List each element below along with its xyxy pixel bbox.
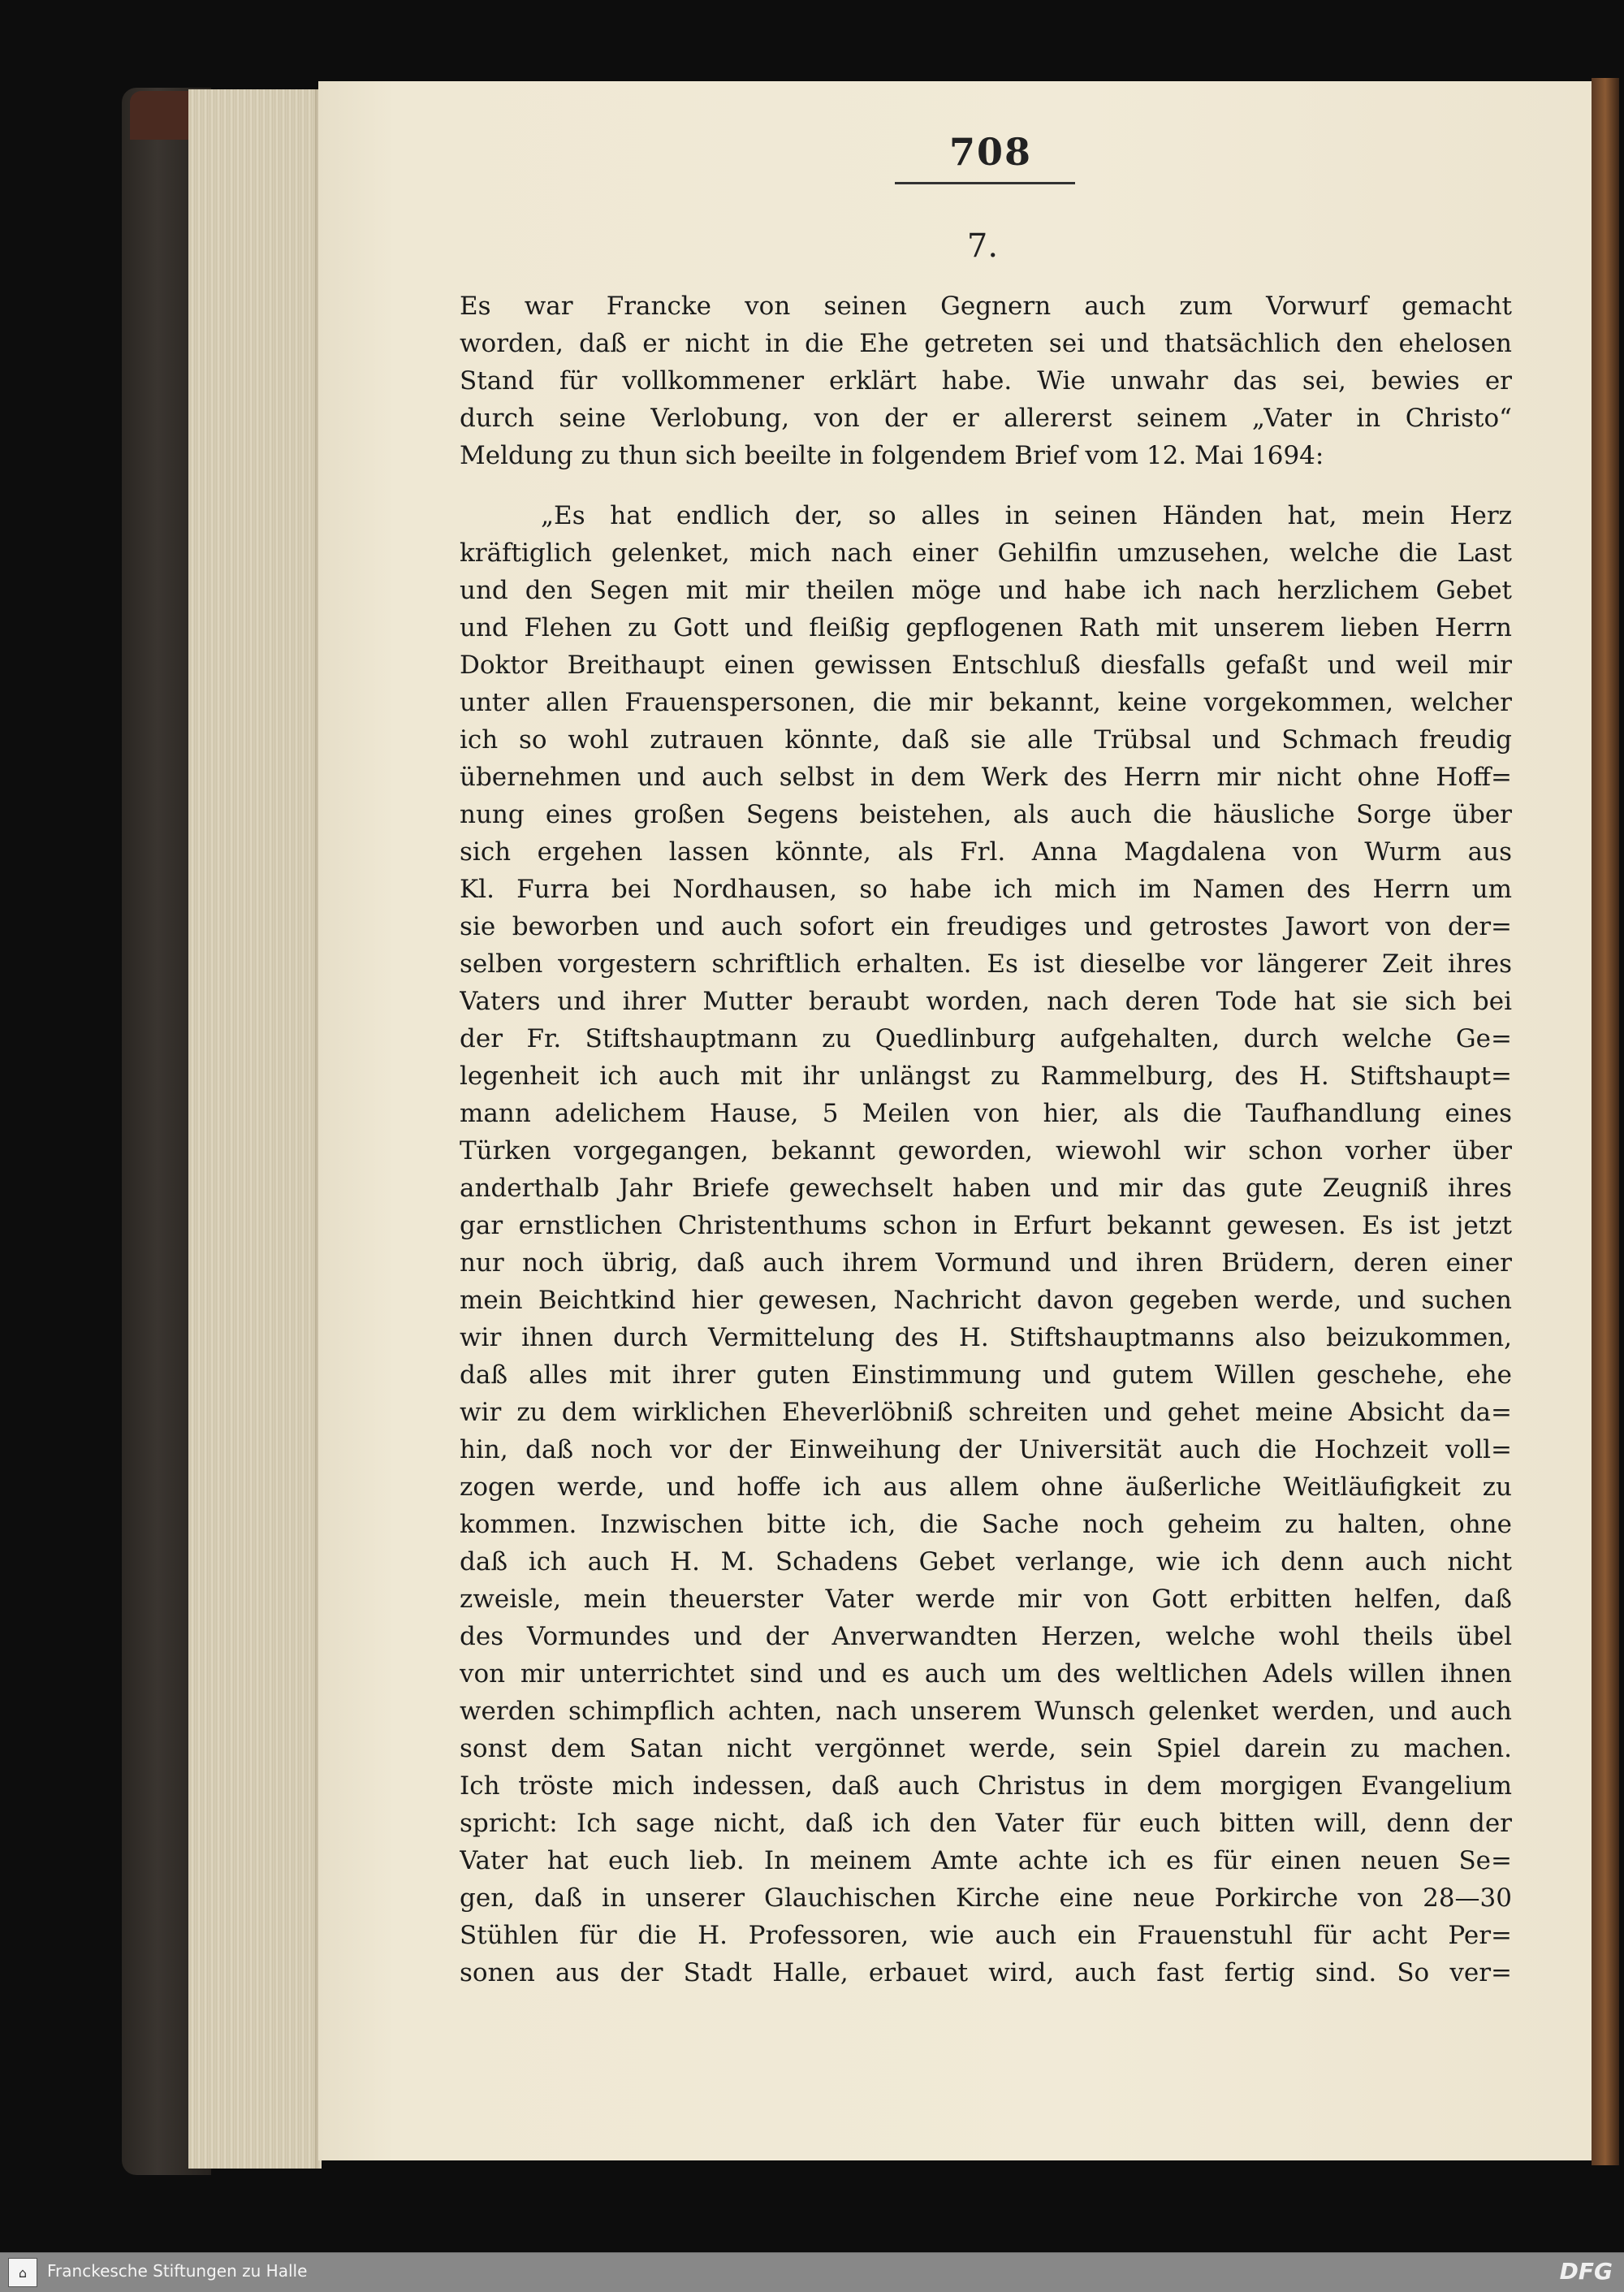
text-line: daß alles mit ihrer guten Einstimmung und gutem Willen geschehe, ehe: [460, 1360, 1512, 1390]
text-line: kommen. Inzwischen bitte ich, die Sache noch geheim zu halten, ohne: [460, 1510, 1512, 1539]
text-line: Stühlen für die H. Professoren, wie auch ein Frauenstuhl für acht Per=: [460, 1921, 1512, 1950]
text-line: nur noch übrig, daß auch ihrem Vormund und ihren Brüdern, deren einer: [460, 1248, 1512, 1278]
text-line: worden, daß er nicht in die Ehe getreten sei und thatsächlich den ehelosen: [460, 329, 1512, 358]
page-number: 708: [948, 130, 1033, 174]
text-line: gen, daß in unserer Glauchischen Kirche eine neue Porkirche von 28—30: [460, 1883, 1512, 1913]
text-line: sich ergehen lassen könnte, als Frl. Anna Magdalena von Wurm aus: [460, 837, 1512, 867]
viewer-footer: [0, 2252, 1624, 2292]
text-line: von mir unterrichtet sind und es auch um des weltlichen Adels willen ihnen: [460, 1659, 1512, 1689]
text-line: Kl. Furra bei Nordhausen, so habe ich mich im Namen des Herrn um: [460, 875, 1512, 904]
header-rule: [895, 182, 1075, 184]
text-line: unter allen Frauenspersonen, die mir bekannt, keine vorgekommen, welcher: [460, 688, 1512, 717]
paragraph-2-letter: [460, 497, 1512, 1991]
text-line: sonen aus der Stadt Halle, erbauet wird, auch fast fertig sind. So ver=: [460, 1958, 1512, 1987]
paragraph-1: [460, 288, 1512, 474]
text-line: zweisle, mein theuerster Vater werde mir von Gott erbitten helfen, daß: [460, 1585, 1512, 1614]
text-line: und den Segen mit mir theilen möge und habe ich nach herzlichem Gebet: [460, 576, 1512, 605]
text-line: anderthalb Jahr Briefe gewechselt haben und mir das gute Zeugniß ihres: [460, 1174, 1512, 1203]
book-cover-right: [1592, 78, 1619, 2165]
text-line: legenheit ich auch mit ihr unlängst zu Rammelburg, des H. Stiftshaupt=: [460, 1062, 1512, 1091]
institution-logo-icon: ⌂: [8, 2258, 37, 2287]
text-line: Türken vorgegangen, bekannt geworden, wiewohl wir schon vorher über: [460, 1136, 1512, 1165]
text-line: wir ihnen durch Vermittelung des H. Stiftshauptmanns also beizukommen,: [460, 1323, 1512, 1352]
text-line: spricht: Ich sage nicht, daß ich den Vater für euch bitten will, denn der: [460, 1809, 1512, 1838]
text-line: zogen werde, und hoffe ich aus allem ohne äußerliche Weitläufigkeit zu: [460, 1473, 1512, 1502]
text-line: „Es hat endlich der, so alles in seinen Händen hat, mein Herz: [541, 501, 1512, 530]
text-line: und Flehen zu Gott und fleißig gepflogenen Rath mit unserem lieben Herrn: [460, 613, 1512, 642]
text-line: Meldung zu thun sich beeilte in folgendem Brief vom 12. Mai 1694:: [460, 441, 1324, 470]
dfg-logo: DFG: [1559, 2258, 1613, 2285]
text-line: übernehmen und auch selbst in dem Werk des Herrn mir nicht ohne Hoff=: [460, 763, 1512, 792]
text-line: Vater hat euch lieb. In meinem Amte achte ich es für einen neuen Se=: [460, 1846, 1512, 1875]
text-line: gar ernstlichen Christenthums schon in Erfurt bekannt gewesen. Es ist jetzt: [460, 1211, 1512, 1240]
text-line: Doktor Breithaupt einen gewissen Entschluß diesfalls gefaßt und weil mir: [460, 651, 1512, 680]
text-line: mann adelichem Hause, 5 Meilen von hier, als die Taufhandlung eines: [460, 1099, 1512, 1128]
text-line: Ich tröste mich indessen, daß auch Christus in dem morgigen Evangelium: [460, 1771, 1512, 1801]
text-line: hin, daß noch vor der Einweihung der Universität auch die Hochzeit voll=: [460, 1435, 1512, 1464]
text-line: des Vormundes und der Anverwandten Herzen, welche wohl theils übel: [460, 1622, 1512, 1651]
text-line: werden schimpflich achten, nach unserem Wunsch gelenket werden, und auch: [460, 1697, 1512, 1726]
text-line: Stand für vollkommener erklärt habe. Wie unwahr das sei, bewies er: [460, 366, 1512, 396]
text-line: ich so wohl zutrauen könnte, daß sie alle Trübsal und Schmach freudig: [460, 725, 1512, 755]
text-line: nung eines großen Segens beistehen, als auch die häusliche Sorge über: [460, 800, 1512, 829]
text-line: sonst dem Satan nicht vergönnet werde, sein Spiel darein zu machen.: [460, 1734, 1512, 1763]
text-line: wir zu dem wirklichen Eheverlöbniß schreiten und gehet meine Absicht da=: [460, 1398, 1512, 1427]
text-line: der Fr. Stiftshauptmann zu Quedlinburg aufgehalten, durch welche Ge=: [460, 1024, 1512, 1053]
section-number: 7.: [966, 227, 999, 265]
text-line: durch seine Verlobung, von der er allererst seinem „Vater in Christo“: [460, 404, 1512, 433]
page-edges: [188, 89, 318, 2169]
text-line: mein Beichtkind hier gewesen, Nachricht davon gegeben werde, und suchen: [460, 1286, 1512, 1315]
text-line: sie beworben und auch sofort ein freudiges und getrostes Jawort von der=: [460, 912, 1512, 941]
text-line: daß ich auch H. M. Schadens Gebet verlange, wie ich denn auch nicht: [460, 1547, 1512, 1576]
text-line: Vaters und ihrer Mutter beraubt worden, nach deren Tode hat sie sich bei: [460, 987, 1512, 1016]
text-line: kräftiglich gelenket, mich nach einer Gehilfin umzusehen, welche die Last: [460, 538, 1512, 568]
institution-name: Franckesche Stiftungen zu Halle: [47, 2261, 308, 2281]
text-line: Es war Francke von seinen Gegnern auch zum Vorwurf gemacht: [460, 292, 1512, 321]
text-line: selben vorgestern schriftlich erhalten. Es ist dieselbe vor längerer Zeit ihres: [460, 949, 1512, 979]
